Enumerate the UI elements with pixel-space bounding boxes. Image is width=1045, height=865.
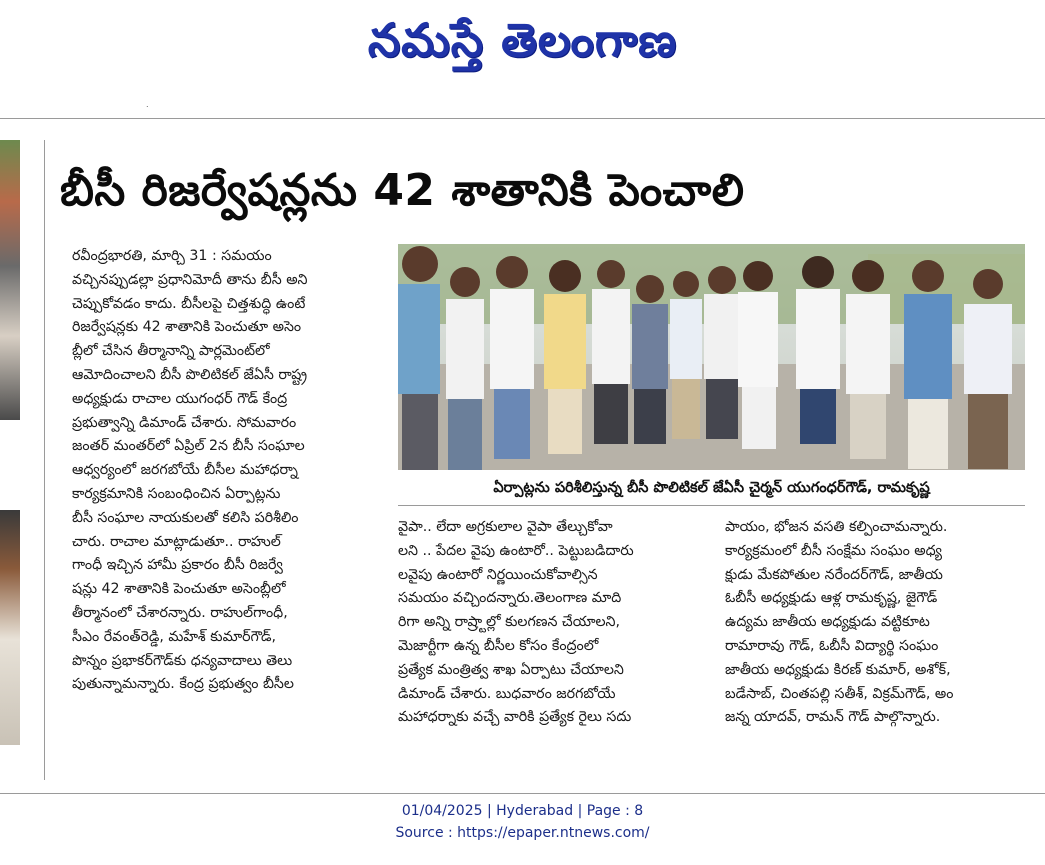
article-text-line: మహాధర్నాకు వచ్చే వారికి ప్రత్యేక రైలు సదు: [398, 709, 632, 726]
edition-info: 01/04/2025 | Hyderabad | Page : 8: [401, 803, 644, 819]
article-text-line: రిగా అన్ని రాష్ర్టాల్లో కులగణన చేయాలని,: [398, 614, 621, 631]
article-text-line: ప్రభుత్వాన్ని డిమాండ్ చేశారు. సోమవారం: [72, 414, 297, 431]
article-text-line: పొన్నం ప్రభాకర్‌గౌడ్‌కు ధన్యవాదాలు తెలు: [72, 652, 293, 669]
article-text-line: తీర్మానంలో చేశారన్నారు. రాహుల్‌గాంధీ,: [72, 604, 288, 621]
article-text-line: జన్న యాదవ్, రామన్ గౌడ్ పాల్గొన్నారు.: [725, 709, 941, 726]
article-text-line: డిమాండ్ చేశారు. బుధవారం జరగబోయే: [398, 685, 616, 702]
source-url: Source : https://epaper.ntnews.com/: [395, 825, 650, 841]
article-text-line: చారు. రాచాల మాట్లాడుతూ.. రాహుల్: [72, 533, 281, 550]
article-text-line: ఆమోదించాలని బీసీ పొలిటికల్ జేఏసీ రాష్ట్ర: [72, 366, 308, 383]
article-text-line: రిజర్వేషన్లకు 42 శాతానికి పెంచుతూ అసెం: [72, 319, 302, 336]
adjacent-article-photo-strip: [0, 140, 20, 420]
article-text-line: షన్లు 42 శాతానికి పెంచుతూ అసెంబ్లీలో: [72, 581, 286, 598]
article-text-line: కార్యక్రమానికి సంబంధించిన ఏర్పాట్లను: [72, 485, 281, 502]
article-text-line: బ్లీలో చేసిన తీర్మానాన్ని పార్లమెంట్‌లో: [72, 343, 270, 360]
article-text-line: సమయం వచ్చిందన్నారు.తెలంగాణ మాది: [398, 590, 622, 607]
masthead-divider: [0, 118, 1045, 119]
article-text-line: పాయం, భోజన వసతి కల్పించామన్నారు.: [725, 519, 948, 535]
article-text-line: ఆధ్వర్యంలో జరగబోయే బీసీల మహాధర్నా: [72, 462, 298, 479]
masthead-dot: .: [146, 100, 149, 109]
article-text-line: అధ్యక్షుడు రాచాల యుగంధర్ గౌడ్ కేంద్ర: [72, 390, 288, 407]
article-text-line: లవైపు ఉంటారో నిర్ణయించుకోవాల్సిన: [398, 566, 598, 583]
article-column-2: [398, 516, 708, 730]
article-text-line: సీఎం రేవంత్‌రెడ్డి, మహేశ్ కుమార్‌గౌడ్,: [72, 628, 277, 645]
caption-divider: [398, 505, 1025, 506]
article-column-3: [725, 516, 1025, 730]
article-text-line: జంతర్ మంతర్‌లో ఏప్రిల్ 2న బీసీ సంఘాల: [72, 438, 305, 455]
article-text-line: మెజార్టీగా ఉన్న బీసీల కోసం కేంద్రంలో: [398, 637, 599, 654]
article-text-line: రవీంద్రభారతి, మార్చి 31 : సమయం: [72, 248, 272, 264]
column-divider-left: [44, 140, 45, 780]
article-text-line: ప్రత్యేక మంత్రిత్వ శాఖ ఏర్పాటు చేయాలని: [398, 661, 624, 678]
footer-divider: [0, 793, 1045, 794]
article-text-line: బడేసాబ్, చింతపల్లి సతీశ్, విక్రమ్‌గౌడ్, అం: [725, 685, 954, 702]
article-text-line: రామారావు గౌడ్, ఓబీసీ విద్యార్థి సంఘం: [725, 637, 939, 654]
article-text-line: కార్యక్రమంలో బీసీ సంక్షేమ సంఘం అధ్య: [725, 542, 943, 559]
article-text-line: లని .. పేదల వైపు ఉంటారో.. పెట్టుబడిదారు: [398, 542, 634, 559]
article-text-line: పుతున్నామన్నారు. కేంద్ర ప్రభుత్వం బీసీల: [72, 676, 294, 693]
article-text-line: గాంధీ ఇచ్చిన హామీ ప్రకారం బీసీ రిజర్వే: [72, 557, 283, 574]
article-column-1: [72, 245, 390, 697]
article-text-line: ఉద్యమ జాతీయ అధ్యక్షుడు వట్టికూట: [725, 614, 930, 631]
article-headline: బీసీ రిజర్వేషన్లను 42 శాతానికి పెంచాలి: [60, 165, 745, 216]
article-text-line: ఓబీసీ అధ్యక్షుడు ఆళ్ల రామకృష్ణ, జైగౌడ్: [725, 590, 938, 607]
article-text-line: క్షుడు మేకపోతుల నరేందర్‌గౌడ్, జాతీయ: [725, 566, 943, 583]
masthead: [0, 0, 1045, 92]
article-text-line: వైపా.. లేదా అగ్రకులాల వైపా తేల్చుకోవా: [398, 519, 613, 535]
article-text-line: చెప్పుకోవడం కాదు. బీసీలపై చిత్తశుద్ధి ఉంటే: [72, 295, 306, 312]
newspaper-logo: నమస్తే తెలంగాణ: [367, 13, 678, 67]
page-footer: [0, 800, 1045, 844]
article-text-line: జాతీయ అధ్యక్షుడు కిరణ్ కుమార్, అశోక్,: [725, 661, 951, 678]
adjacent-article-photo-strip-lower: [0, 510, 20, 745]
photo-caption: ఏర్పాట్లను పరిశీలిస్తున్న బీసీ పొలిటికల్ జేఏసీ చైర్మన్ యుగంధర్‌గౌడ్, రామకృష్ణ: [493, 480, 930, 496]
article-text-line: బీసీ సంఘాల నాయకులతో కలిసి పరిశీలిం: [72, 509, 299, 526]
article-text-line: వచ్చినప్పుడల్లా ప్రధానిమోదీ తాను బీసీ అని: [72, 271, 308, 288]
article-photo: [398, 244, 1025, 470]
